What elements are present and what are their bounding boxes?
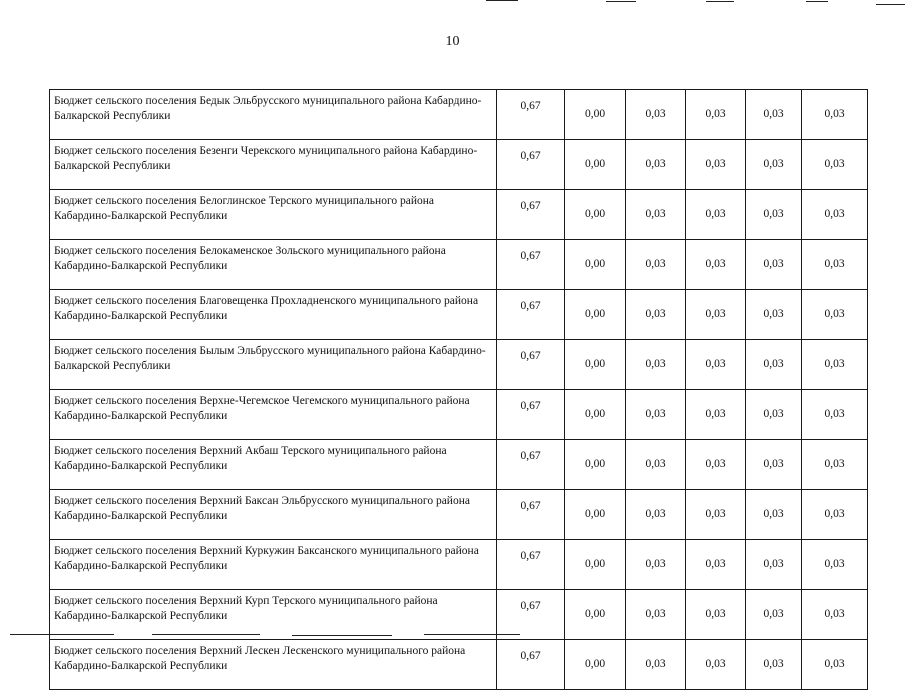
value-cell: 0,67 bbox=[497, 440, 565, 490]
page-number: 10 bbox=[445, 34, 460, 49]
value-cell: 0,67 bbox=[497, 90, 565, 140]
value-cell: 0,00 bbox=[565, 540, 626, 590]
budget-name-cell: Бюджет сельского поселения Белокаменское Зольского муниципального района Кабардино-Балкарской Республики bbox=[50, 240, 497, 290]
value-cell: 0,00 bbox=[565, 90, 626, 140]
value-cell: 0,03 bbox=[802, 440, 868, 490]
budget-name-cell: Бюджет сельского поселения Верхний Лескен Лескенского муниципального района Кабардино-Балкарской Республики bbox=[50, 640, 497, 690]
value-cell: 0,03 bbox=[746, 490, 802, 540]
value-cell: 0,00 bbox=[565, 340, 626, 390]
value-cell: 0,03 bbox=[802, 190, 868, 240]
value-cell: 0,03 bbox=[686, 240, 746, 290]
value-cell: 0,67 bbox=[497, 140, 565, 190]
table-row bbox=[50, 640, 868, 690]
value-cell: 0,03 bbox=[626, 640, 686, 690]
budget-name-cell: Бюджет сельского поселения Верхне-Чегемское Чегемского муниципального района Кабардино-Балкарской Республики bbox=[50, 390, 497, 440]
budget-name-cell: Бюджет сельского поселения Верхний Акбаш Терского муниципального района Кабардино-Балкарской Республики bbox=[50, 440, 497, 490]
value-cell: 0,03 bbox=[802, 290, 868, 340]
value-cell: 0,03 bbox=[746, 540, 802, 590]
value-cell: 0,03 bbox=[746, 640, 802, 690]
value-cell: 0,03 bbox=[626, 390, 686, 440]
value-cell: 0,03 bbox=[686, 540, 746, 590]
value-cell: 0,67 bbox=[497, 340, 565, 390]
value-cell: 0,67 bbox=[497, 540, 565, 590]
scan-artifact-top-5 bbox=[876, 4, 905, 5]
value-cell: 0,67 bbox=[497, 390, 565, 440]
value-cell: 0,00 bbox=[565, 590, 626, 640]
value-cell: 0,03 bbox=[802, 140, 868, 190]
value-cell: 0,67 bbox=[497, 590, 565, 640]
value-cell: 0,00 bbox=[565, 140, 626, 190]
table-body bbox=[50, 90, 868, 690]
budget-name-cell: Бюджет сельского поселения Белоглинское Терского муниципального района Кабардино-Балкарской Республики bbox=[50, 190, 497, 240]
table-row bbox=[50, 140, 868, 190]
value-cell: 0,03 bbox=[686, 590, 746, 640]
value-cell: 0,03 bbox=[626, 290, 686, 340]
table-row bbox=[50, 290, 868, 340]
value-cell: 0,03 bbox=[802, 240, 868, 290]
value-cell: 0,03 bbox=[686, 490, 746, 540]
value-cell: 0,03 bbox=[626, 540, 686, 590]
value-cell: 0,03 bbox=[626, 590, 686, 640]
table-row bbox=[50, 390, 868, 440]
value-cell: 0,03 bbox=[626, 240, 686, 290]
budget-name-cell: Бюджет сельского поселения Бедык Эльбрусского муниципального района Кабардино-Балкарской Республики bbox=[50, 90, 497, 140]
value-cell: 0,67 bbox=[497, 640, 565, 690]
value-cell: 0,03 bbox=[746, 140, 802, 190]
table-row bbox=[50, 440, 868, 490]
value-cell: 0,03 bbox=[746, 190, 802, 240]
value-cell: 0,03 bbox=[746, 440, 802, 490]
value-cell: 0,00 bbox=[565, 190, 626, 240]
value-cell: 0,03 bbox=[746, 290, 802, 340]
value-cell: 0,03 bbox=[802, 90, 868, 140]
value-cell: 0,03 bbox=[626, 490, 686, 540]
value-cell: 0,03 bbox=[802, 640, 868, 690]
value-cell: 0,03 bbox=[802, 540, 868, 590]
value-cell: 0,03 bbox=[686, 340, 746, 390]
value-cell: 0,67 bbox=[497, 190, 565, 240]
value-cell: 0,03 bbox=[626, 90, 686, 140]
value-cell: 0,00 bbox=[565, 440, 626, 490]
value-cell: 0,03 bbox=[626, 340, 686, 390]
budget-name-cell: Бюджет сельского поселения Верхний Баксан Эльбрусского муниципального района Кабардино-Балкарской Республики bbox=[50, 490, 497, 540]
value-cell: 0,03 bbox=[626, 190, 686, 240]
value-cell: 0,03 bbox=[746, 340, 802, 390]
budget-name-cell: Бюджет сельского поселения Верхний Курп Терского муниципального района Кабардино-Балкарской Республики bbox=[50, 590, 497, 640]
value-cell: 0,03 bbox=[802, 490, 868, 540]
value-cell: 0,03 bbox=[802, 340, 868, 390]
table-row bbox=[50, 590, 868, 640]
value-cell: 0,03 bbox=[746, 240, 802, 290]
value-cell: 0,00 bbox=[565, 490, 626, 540]
table-row bbox=[50, 540, 868, 590]
value-cell: 0,00 bbox=[565, 240, 626, 290]
value-cell: 0,03 bbox=[626, 440, 686, 490]
value-cell: 0,03 bbox=[802, 390, 868, 440]
value-cell: 0,03 bbox=[686, 90, 746, 140]
value-cell: 0,03 bbox=[746, 590, 802, 640]
budget-name-cell: Бюджет сельского поселения Благовещенка Прохладненского муниципального района Кабардино-Балкарской Республики bbox=[50, 290, 497, 340]
value-cell: 0,03 bbox=[746, 390, 802, 440]
value-cell: 0,03 bbox=[686, 640, 746, 690]
scan-artifact-top-1 bbox=[486, 0, 518, 1]
budget-table bbox=[49, 89, 868, 690]
scan-artifact-top-4 bbox=[806, 1, 828, 2]
table-row bbox=[50, 340, 868, 390]
value-cell: 0,03 bbox=[746, 90, 802, 140]
budget-name-cell: Бюджет сельского поселения Безенги Черекского муниципального района Кабардино-Балкарской Республики bbox=[50, 140, 497, 190]
value-cell: 0,03 bbox=[686, 390, 746, 440]
value-cell: 0,03 bbox=[802, 590, 868, 640]
value-cell: 0,67 bbox=[497, 240, 565, 290]
scan-artifact-top-3 bbox=[706, 1, 734, 2]
value-cell: 0,67 bbox=[497, 290, 565, 340]
table-row bbox=[50, 490, 868, 540]
value-cell: 0,03 bbox=[686, 290, 746, 340]
value-cell: 0,03 bbox=[686, 440, 746, 490]
value-cell: 0,03 bbox=[686, 140, 746, 190]
value-cell: 0,03 bbox=[686, 190, 746, 240]
value-cell: 0,00 bbox=[565, 390, 626, 440]
value-cell: 0,00 bbox=[565, 640, 626, 690]
table-row bbox=[50, 90, 868, 140]
budget-name-cell: Бюджет сельского поселения Былым Эльбрусского муниципального района Кабардино-Балкарской Республики bbox=[50, 340, 497, 390]
scan-artifact-top-2 bbox=[606, 1, 636, 2]
table-row bbox=[50, 240, 868, 290]
value-cell: 0,67 bbox=[497, 490, 565, 540]
budget-name-cell: Бюджет сельского поселения Верхний Куркужин Баксанского муниципального района Кабардино-Балкарской Республики bbox=[50, 540, 497, 590]
value-cell: 0,03 bbox=[626, 140, 686, 190]
value-cell: 0,00 bbox=[565, 290, 626, 340]
table-row bbox=[50, 190, 868, 240]
